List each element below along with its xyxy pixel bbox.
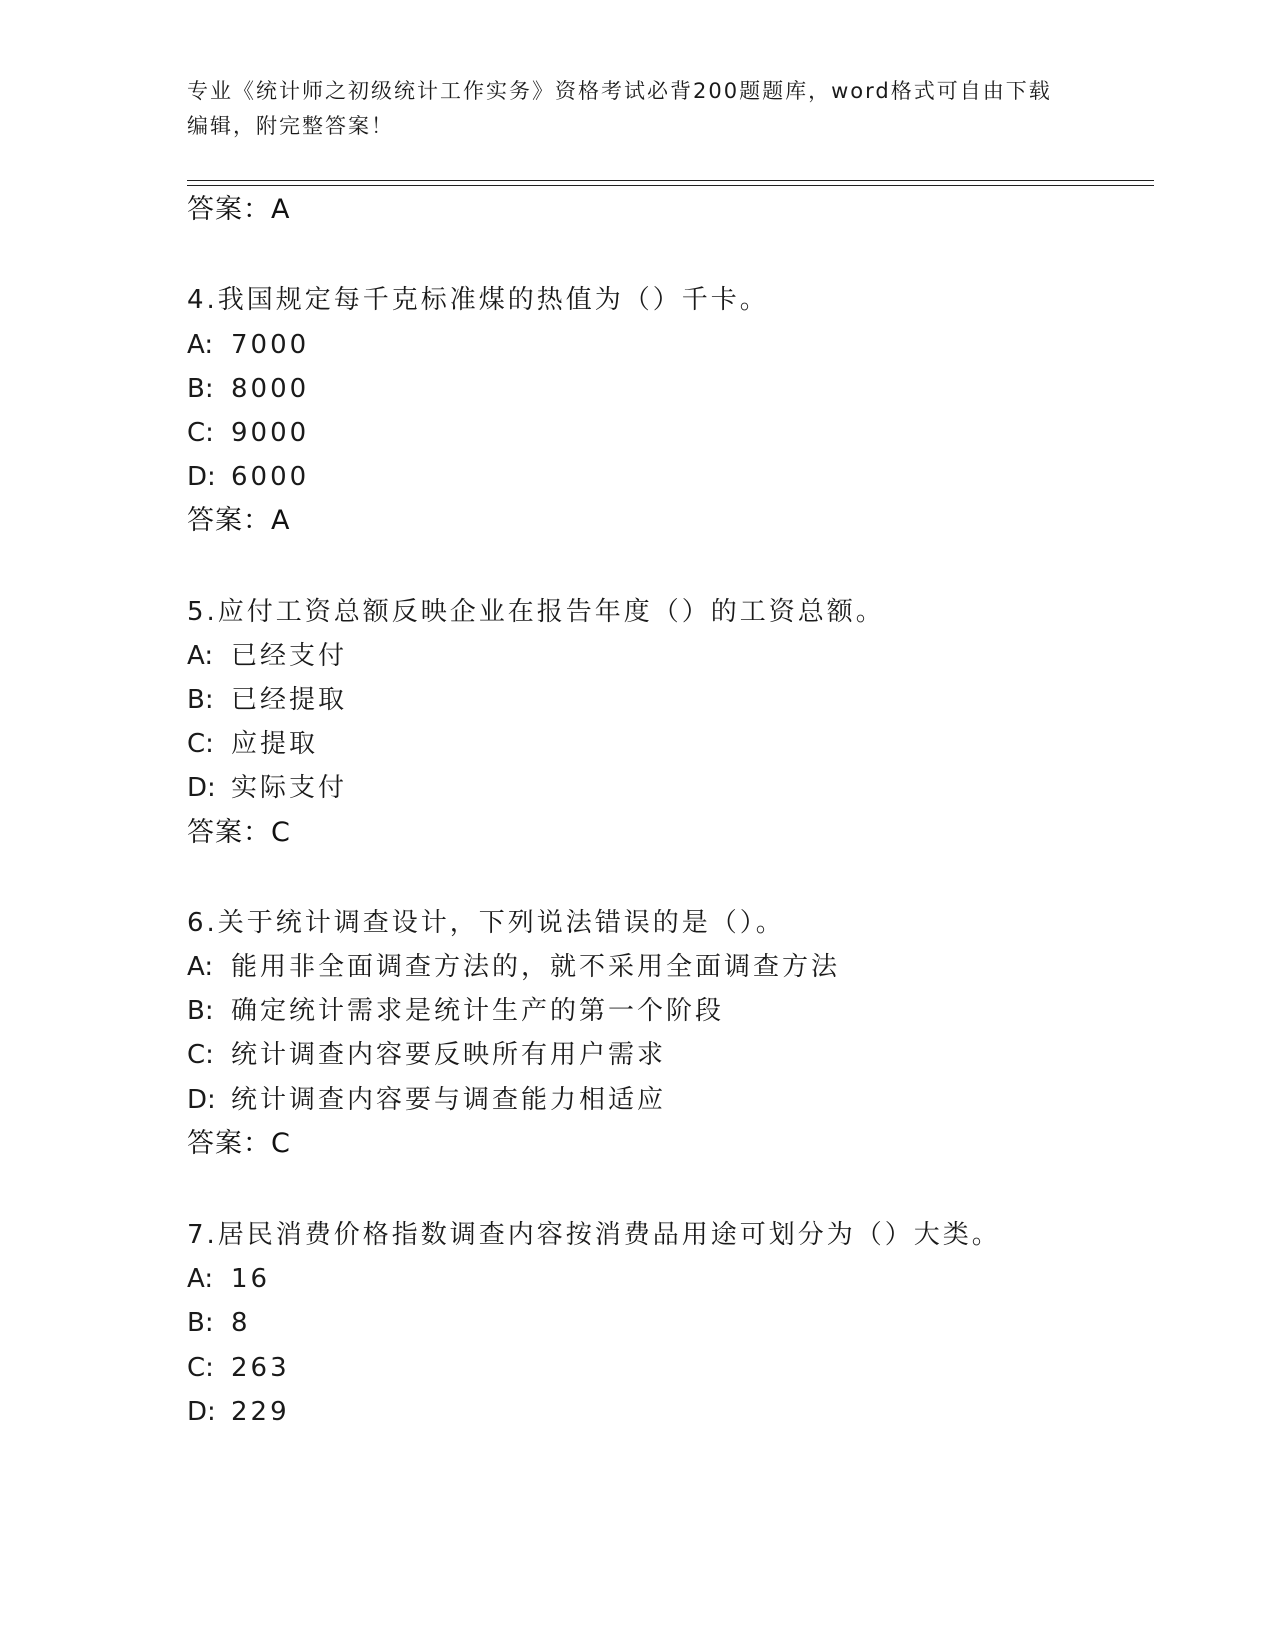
option-text: 统计调查内容要与调查能力相适应 [231, 1085, 667, 1115]
option-key: B: [187, 374, 214, 404]
option-key: B: [187, 1308, 214, 1338]
option-key: C: [187, 1353, 214, 1383]
question-5: 5.应付工资总额反映企业在报告年度（）的工资总额。 [187, 597, 885, 627]
option-text: 263 [231, 1353, 290, 1383]
option-6a [187, 949, 840, 985]
answer-line: 答案：C [187, 1128, 291, 1159]
option-text: 确定统计需求是统计生产的第一个阶段 [231, 996, 725, 1026]
option-key: A: [187, 641, 214, 671]
option-key: A: [187, 952, 214, 982]
option-key: A: [187, 330, 214, 360]
option-5c [187, 726, 318, 762]
option-7c [187, 1350, 290, 1386]
option-key: A: [187, 1264, 214, 1294]
option-5a [187, 638, 347, 674]
question-4: 4.我国规定每千克标准煤的热值为（）千卡。 [187, 285, 769, 315]
option-key: C: [187, 1040, 214, 1070]
option-text: 7000 [231, 330, 310, 360]
option-text: 6000 [231, 462, 310, 492]
option-4c [187, 415, 309, 451]
option-7d [187, 1394, 290, 1430]
option-6b [187, 993, 724, 1029]
option-key: D: [187, 1085, 216, 1115]
option-4d [187, 459, 309, 495]
answer-line: 答案：A [187, 194, 291, 225]
option-key: D: [187, 1397, 216, 1427]
answer-line: 答案：A [187, 505, 291, 536]
option-7b [187, 1305, 251, 1341]
option-5d [187, 770, 347, 806]
question-6: 6.关于统计调查设计，下列说法错误的是（）。 [187, 908, 785, 938]
option-text: 9000 [231, 418, 310, 448]
option-5b [187, 682, 347, 718]
option-text: 8 [231, 1308, 251, 1338]
option-text: 应提取 [231, 729, 319, 759]
option-7a [187, 1261, 270, 1297]
option-text: 229 [231, 1397, 290, 1427]
option-key: B: [187, 996, 214, 1026]
option-text: 统计调查内容要反映所有用户需求 [231, 1040, 667, 1070]
option-4a [187, 327, 309, 363]
question-7: 7.居民消费价格指数调查内容按消费品用途可划分为（）大类。 [187, 1220, 1001, 1250]
header-divider-bottom [187, 185, 1154, 186]
option-6c [187, 1037, 666, 1073]
option-text: 8000 [231, 374, 310, 404]
option-text: 实际支付 [231, 773, 348, 803]
option-4b [187, 371, 309, 407]
option-key: B: [187, 685, 214, 715]
header-divider-top [187, 180, 1154, 181]
option-text: 16 [231, 1264, 271, 1294]
option-key: D: [187, 462, 216, 492]
page-header: 专业《统计师之初级统计工作实务》资格考试必背200题题库，word格式可自由下载编辑，附完整答案！ [187, 79, 1052, 138]
option-text: 已经支付 [231, 641, 348, 671]
option-text: 能用非全面调查方法的，就不采用全面调查方法 [231, 952, 841, 982]
option-key: D: [187, 773, 216, 803]
answer-line: 答案：C [187, 817, 291, 848]
option-key: C: [187, 418, 214, 448]
option-key: C: [187, 729, 214, 759]
option-text: 已经提取 [231, 685, 348, 715]
option-6d [187, 1082, 666, 1118]
